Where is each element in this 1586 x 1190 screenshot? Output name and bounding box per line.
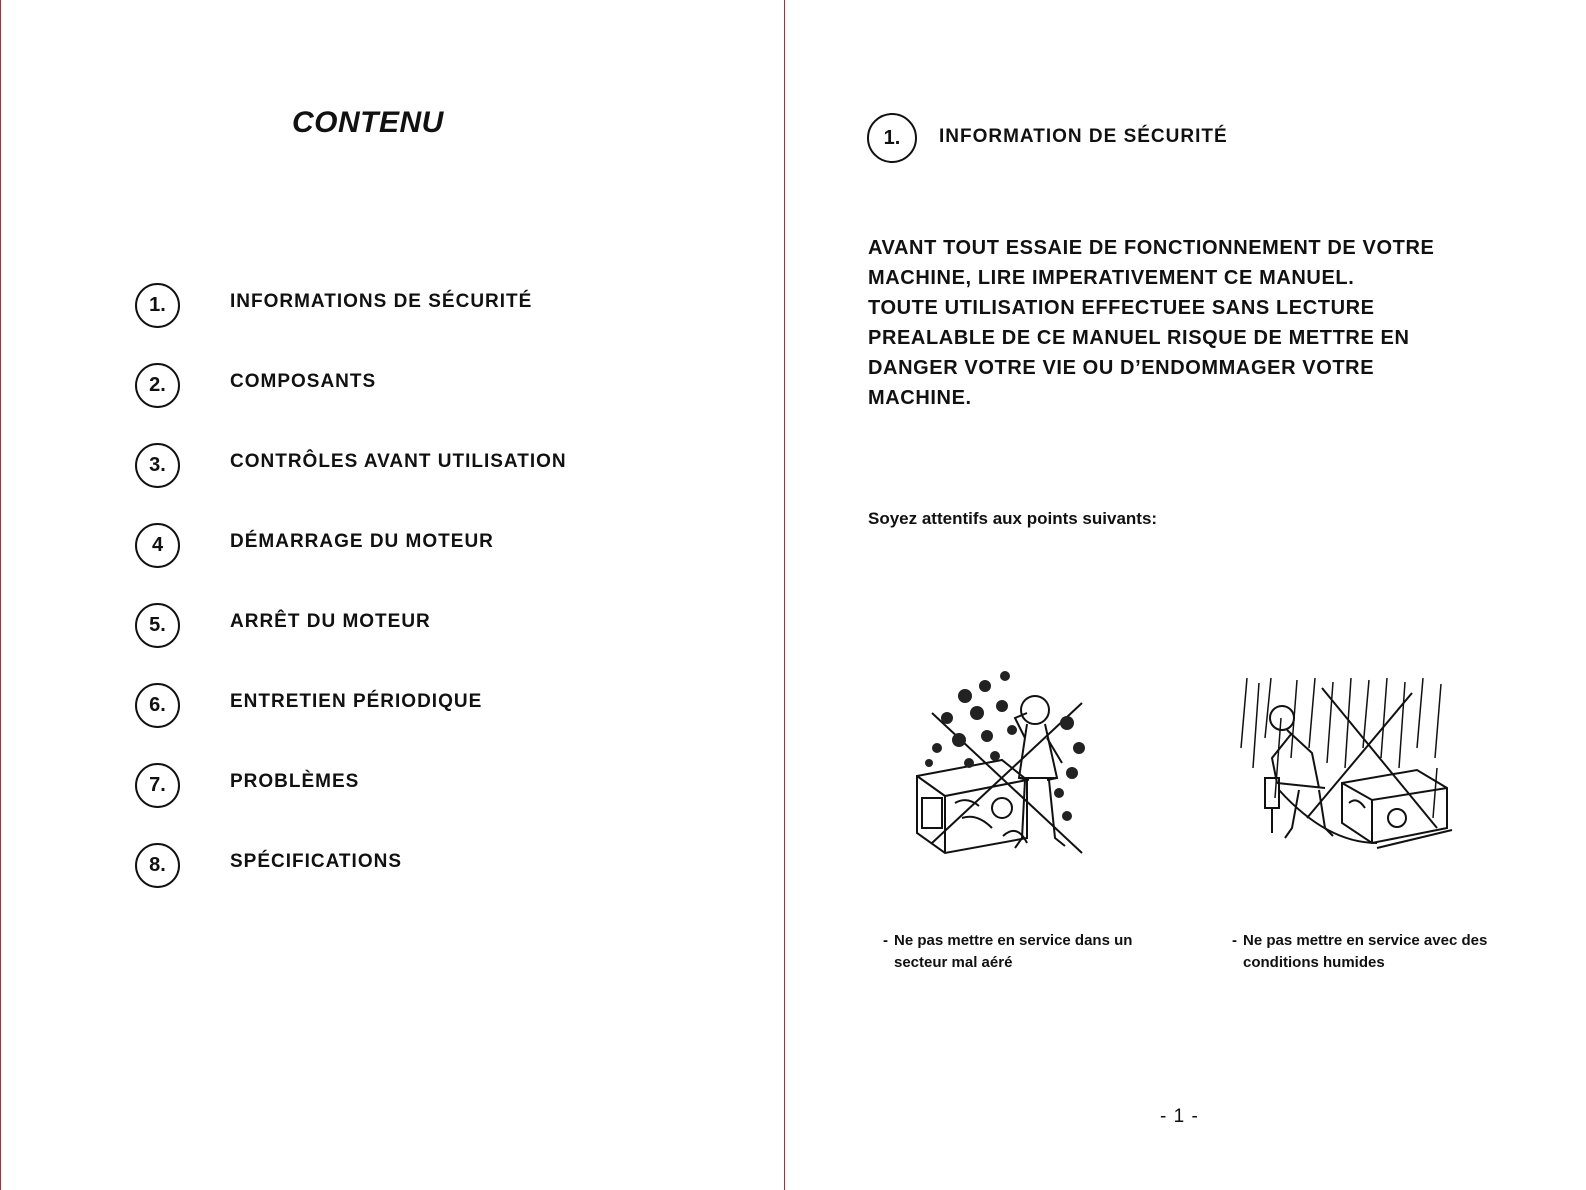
warning-text — [868, 233, 1488, 413]
warning-line: PREALABLE DE CE MANUEL RISQUE DE METTRE EN — [868, 327, 1410, 349]
toc-number: 2. — [135, 363, 180, 408]
toc-number: 1. — [135, 283, 180, 328]
warning-line: MACHINE, LIRE IMPERATIVEMENT CE MANUEL. — [868, 267, 1355, 289]
toc-label: DÉMARRAGE DU MOTEUR — [230, 531, 494, 552]
toc-label: ARRÊT DU MOTEUR — [230, 611, 431, 632]
toc-label: CONTRÔLES AVANT UTILISATION — [230, 451, 567, 472]
attention-text: Soyez attentifs aux points suivants: — [868, 509, 1158, 528]
warning-line: TOUTE UTILISATION EFFECTUEE SANS LECTURE — [868, 297, 1375, 319]
warning-line: AVANT TOUT ESSAIE DE FONCTIONNEMENT DE VOTRE — [868, 237, 1435, 259]
caption-line: Ne pas mettre en service dans un — [894, 932, 1133, 949]
caption-line: conditions humides — [1243, 954, 1385, 971]
toc-label: SPÉCIFICATIONS — [230, 851, 402, 872]
caption-humidity — [1232, 930, 1522, 974]
caption-dash: - — [883, 932, 888, 949]
warning-line: MACHINE. — [868, 387, 972, 409]
toc-label: INFORMATIONS DE SÉCURITÉ — [230, 291, 533, 312]
toc-number: 5. — [135, 603, 180, 648]
toc-number: 6. — [135, 683, 180, 728]
toc-number: 4 — [135, 523, 180, 568]
toc-label: PROBLÈMES — [230, 771, 360, 792]
caption-ventilation — [883, 930, 1173, 974]
section-title: INFORMATION DE SÉCURITÉ — [939, 126, 1228, 147]
right-page — [795, 0, 1586, 1190]
toc-number: 8. — [135, 843, 180, 888]
generator-rain-illustration-icon — [1237, 678, 1455, 868]
generator-fumes-illustration-icon — [907, 668, 1107, 868]
toc-number: 7. — [135, 763, 180, 808]
page-number: - 1 - — [1160, 1106, 1199, 1127]
toc-number: 3. — [135, 443, 180, 488]
toc-title: CONTENU — [292, 106, 444, 139]
toc-label: ENTRETIEN PÉRIODIQUE — [230, 691, 483, 712]
warning-line: DANGER VOTRE VIE OU D’ENDOMMAGER VOTRE — [868, 357, 1375, 379]
toc-label: COMPOSANTS — [230, 371, 377, 392]
caption-line: secteur mal aéré — [894, 954, 1013, 971]
caption-dash: - — [1232, 932, 1237, 949]
section-number: 1. — [867, 113, 917, 163]
caption-line: Ne pas mettre en service avec des — [1243, 932, 1488, 949]
